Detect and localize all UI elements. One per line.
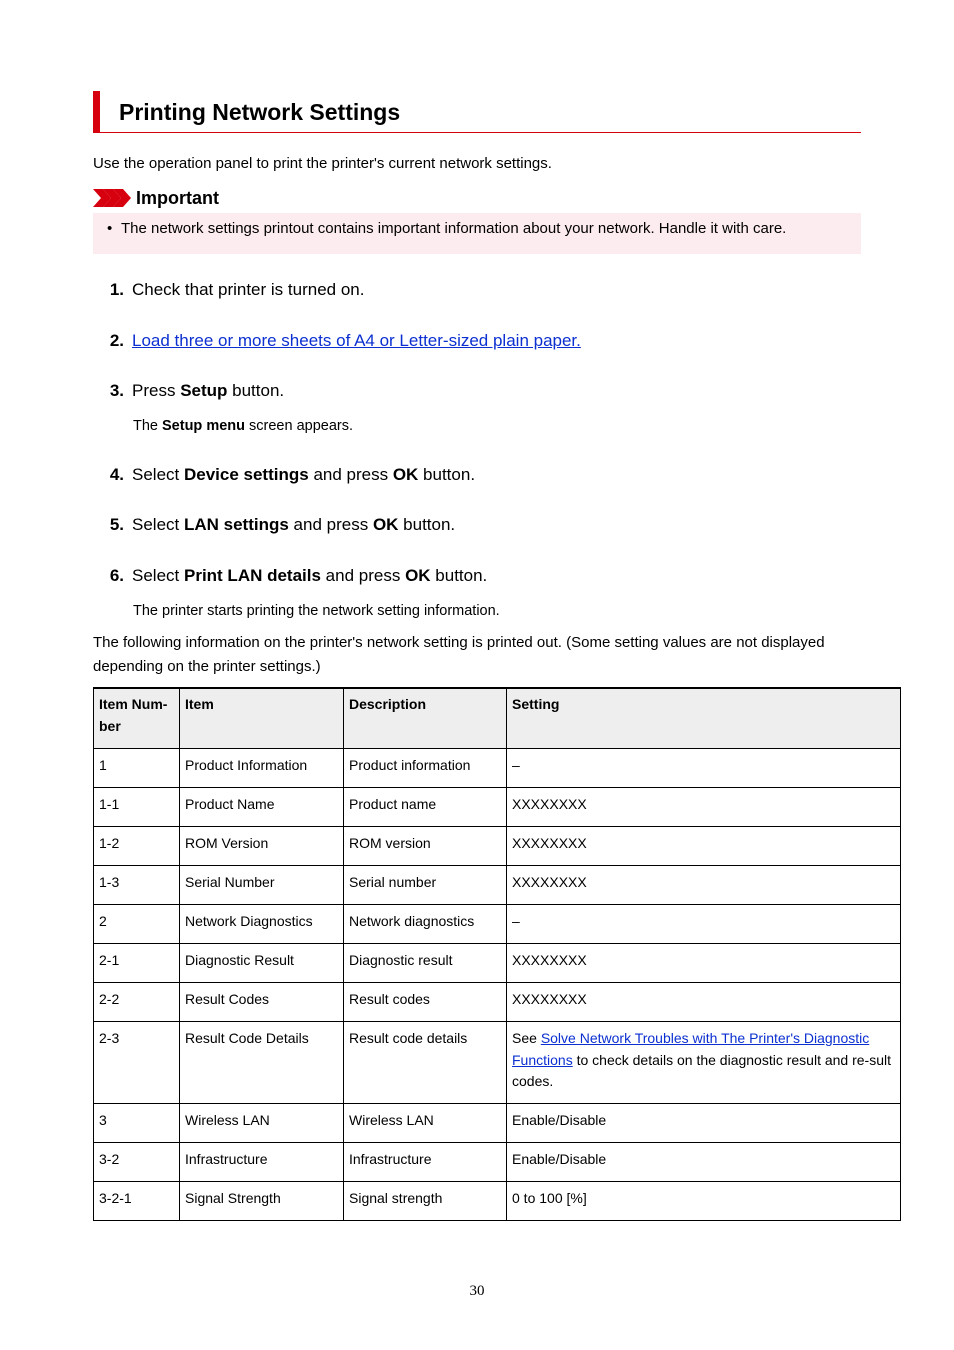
- table-row: [94, 788, 901, 827]
- table-cell: Enable/Disable: [507, 1103, 901, 1142]
- table-cell: Product Information: [180, 749, 344, 788]
- page-number: 30: [469, 1283, 485, 1299]
- step-text-part: Press: [132, 381, 181, 400]
- table-cell-setting-details: [507, 1022, 901, 1104]
- step-text: [132, 565, 487, 587]
- table-cell: 2-2: [94, 983, 180, 1022]
- table-cell: XXXXXXXX: [507, 944, 901, 983]
- table-cell: XXXXXXXX: [507, 788, 901, 827]
- table-cell: 2-1: [94, 944, 180, 983]
- step-sub-part: screen appears.: [245, 418, 354, 434]
- table-cell: Infrastructure: [344, 1142, 507, 1181]
- step-sub-bold: Setup menu: [162, 418, 245, 434]
- table-cell: 1-2: [94, 827, 180, 866]
- step-text-part: Select: [132, 515, 184, 534]
- table-cell: 1: [94, 749, 180, 788]
- setting-see-prefix: See: [512, 1030, 541, 1046]
- table-cell: 1-3: [94, 866, 180, 905]
- network-settings-table: [93, 687, 901, 1221]
- table-cell: ROM Version: [180, 827, 344, 866]
- table-cell: Result codes: [344, 983, 507, 1022]
- step-subtext: [133, 416, 353, 436]
- settings-paragraph: The following information on the printer's network setting is printed out. (Some setting values are not displayed depending on the printer settings.): [93, 634, 825, 675]
- step-text: [132, 464, 475, 486]
- table-cell: 2-3: [94, 1022, 180, 1104]
- title-accent-bar: [93, 91, 100, 133]
- table-cell: 3: [94, 1103, 180, 1142]
- step-text-part: and press: [320, 566, 406, 585]
- table-row: [94, 749, 901, 788]
- table-row: [94, 866, 901, 905]
- table-cell: 3-2-1: [94, 1181, 180, 1220]
- column-header: Setting: [507, 688, 901, 749]
- table-cell: Result Codes: [180, 983, 344, 1022]
- step-number: 6.: [109, 566, 124, 585]
- page-title: Printing Network Settings: [119, 99, 401, 125]
- step-text: [132, 380, 284, 402]
- table-cell: ROM version: [344, 827, 507, 866]
- step-number: 4.: [109, 465, 124, 484]
- step-bold-term: OK: [392, 465, 419, 484]
- table-row: [94, 827, 901, 866]
- step-text-part: and press: [288, 515, 373, 534]
- step-sub-part: The: [133, 418, 163, 434]
- step-text-part: button.: [398, 515, 456, 534]
- step-number: 2.: [109, 331, 124, 350]
- table-row: [94, 1022, 901, 1104]
- important-chevrons-icon: [93, 189, 131, 207]
- table-cell: –: [507, 749, 901, 788]
- table-cell: 3-2: [94, 1142, 180, 1181]
- table-cell: Wireless LAN: [180, 1103, 344, 1142]
- table-row: [94, 905, 901, 944]
- table-cell: Signal strength: [344, 1181, 507, 1220]
- column-header: Item: [180, 688, 344, 749]
- table-cell: Signal Strength: [180, 1181, 344, 1220]
- table-row: [94, 983, 901, 1022]
- table-cell: 1-1: [94, 788, 180, 827]
- step-subtext: The printer starts printing the network setting information.: [133, 603, 500, 619]
- step-bold-term: LAN settings: [183, 515, 289, 534]
- table-row: [94, 1181, 901, 1220]
- step-text-part: button.: [418, 465, 476, 484]
- step-text-part: button.: [227, 381, 285, 400]
- table-cell: Diagnostic result: [344, 944, 507, 983]
- column-header: Description: [344, 688, 507, 749]
- table-cell: Result Code Details: [180, 1022, 344, 1104]
- table-row: [94, 944, 901, 983]
- intro-text: Use the operation panel to print the printer's current network settings.: [93, 155, 552, 172]
- table-row: [94, 1142, 901, 1181]
- table-cell: Infrastructure: [180, 1142, 344, 1181]
- important-text: The network settings printout contains important information about your network. Handle it with care.: [121, 220, 787, 237]
- table-cell: 0 to 100 [%]: [507, 1181, 901, 1220]
- table-cell: Network diagnostics: [344, 905, 507, 944]
- step-text-part: and press: [308, 465, 393, 484]
- step-bold-term: OK: [405, 566, 431, 585]
- table-cell: Result code details: [344, 1022, 507, 1104]
- step-text-part: button.: [430, 566, 488, 585]
- step-text: [132, 514, 455, 536]
- table-cell: Serial Number: [180, 866, 344, 905]
- step-bold-term: Device settings: [183, 465, 309, 484]
- table-cell: 2: [94, 905, 180, 944]
- important-label: Important: [136, 188, 219, 208]
- important-bullet: •: [107, 220, 113, 237]
- table-cell: XXXXXXXX: [507, 983, 901, 1022]
- table-cell: Network Diagnostics: [180, 905, 344, 944]
- table-cell: Product name: [344, 788, 507, 827]
- table-cell: XXXXXXXX: [507, 827, 901, 866]
- step-bold-term: Print LAN details: [183, 566, 321, 585]
- step-text-part: Select: [132, 465, 184, 484]
- step-bold-term: OK: [372, 515, 399, 534]
- table-row: [94, 1103, 901, 1142]
- step-text: Check that printer is turned on.: [132, 280, 365, 299]
- table-cell: Product information: [344, 749, 507, 788]
- step-text: [132, 330, 581, 352]
- table-cell: XXXXXXXX: [507, 866, 901, 905]
- step-text-part: Select: [132, 566, 184, 585]
- table-cell: Serial number: [344, 866, 507, 905]
- load-paper-link[interactable]: Load three or more sheets of A4 or Letter-sized plain paper.: [132, 331, 581, 350]
- table-cell: Diagnostic Result: [180, 944, 344, 983]
- table-cell: Wireless LAN: [344, 1103, 507, 1142]
- column-header: Item Num-ber: [94, 688, 180, 749]
- step-number: 3.: [109, 381, 124, 400]
- setting-see-suffix: to check details on the diagnostic result and re-sult codes.: [512, 1051, 891, 1089]
- step-bold-term: Setup: [180, 381, 228, 400]
- table-cell: Enable/Disable: [507, 1142, 901, 1181]
- table-cell: –: [507, 905, 901, 944]
- diagnostic-functions-link[interactable]: Solve Network Troubles with The Printer's Diagnostic Functions: [512, 1030, 870, 1068]
- step-number: 1.: [109, 280, 124, 299]
- step-number: 5.: [109, 515, 124, 534]
- table-header-row: [94, 688, 901, 749]
- title-underline: [100, 132, 861, 133]
- table-cell: Product Name: [180, 788, 344, 827]
